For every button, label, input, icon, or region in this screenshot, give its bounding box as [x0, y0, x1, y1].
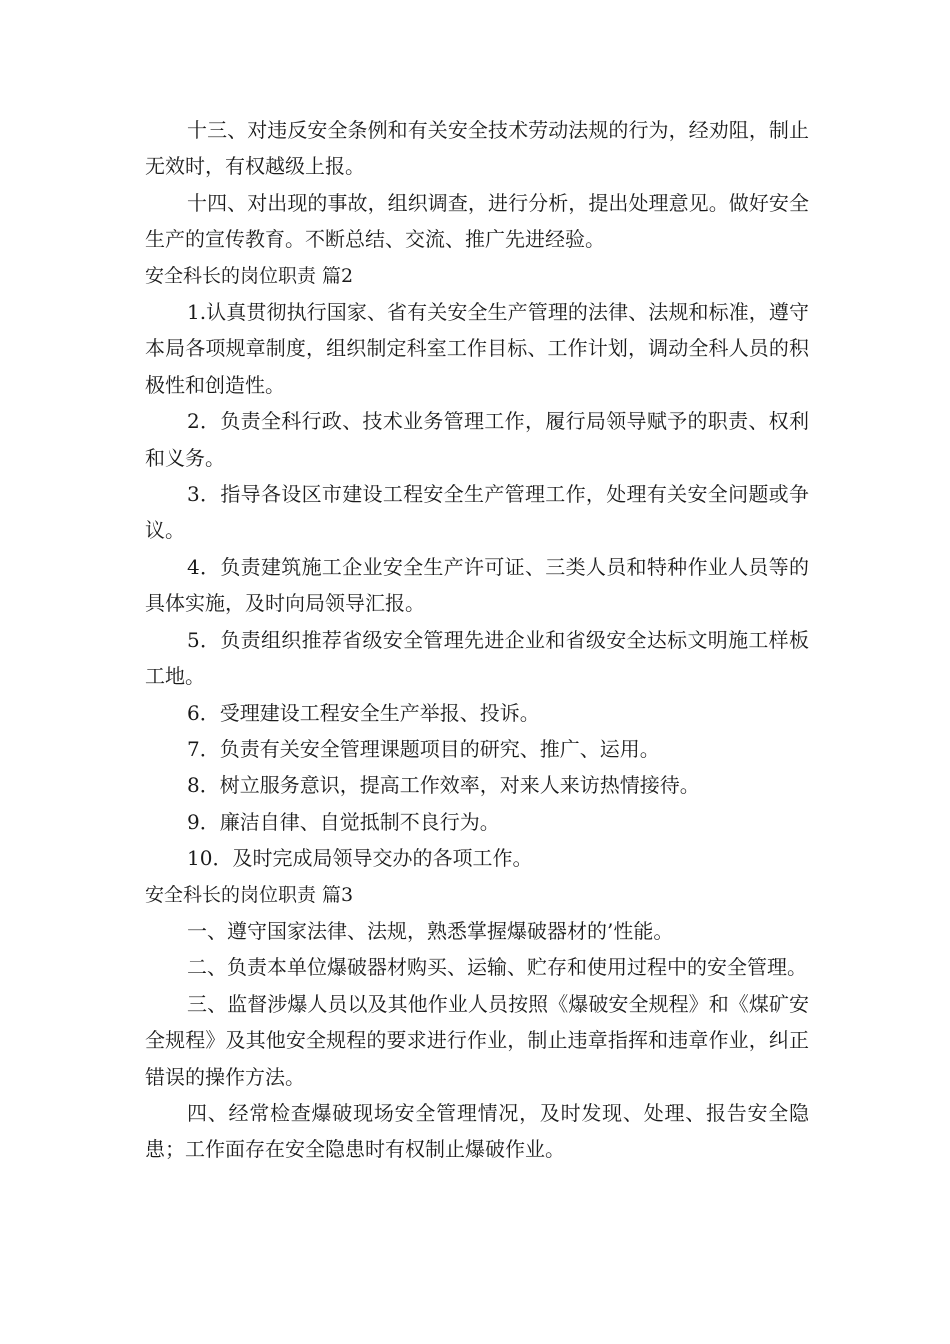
paragraph-4: 四、经常检查爆破现场安全管理情况，及时发现、处理、报告安全隐患；工作面存在安全隐患时有权制止爆破作业。 — [145, 1100, 809, 1162]
paragraph-2: 二、负责本单位爆破器材购买、运输、贮存和使用过程中的安全管理。 — [187, 955, 807, 980]
list-item-2: 2．负责全科行政、技术业务管理工作，履行局领导赋予的职责、权利和义务。 — [145, 409, 809, 470]
list-item-10: 10．及时完成局领导交办的各项工作。 — [187, 846, 533, 871]
paragraph-3: 三、监督涉爆人员以及其他作业人员按照《爆破安全规程》和《煤矿安全规程》及其他安全规程的要求进行作业，制止违章指挥和违章作业，纠正错误的操作方法。 — [145, 991, 809, 1089]
document-page — [145, 112, 809, 1168]
list-item-3: 3．指导各设区市建设工程安全生产管理工作，处理有关安全问题或争议。 — [145, 482, 809, 543]
paragraph-14: 十四、对出现的事故，组织调查，进行分析，提出处理意见。做好安全生产的宣传教育。不断总结、交流、推广先进经验。 — [145, 190, 809, 252]
paragraph-13: 十三、对违反安全条例和有关安全技术劳动法规的行为，经劝阻，制止无效时，有权越级上报。 — [145, 118, 809, 179]
list-item-9: 9．廉洁自律、自觉抵制不良行为。 — [187, 809, 500, 834]
list-item-8: 8．树立服务意识，提高工作效率，对来人来访热情接待。 — [187, 773, 700, 798]
section-heading-3: 安全科长的岗位职责 篇3 — [145, 883, 354, 906]
paragraph-1: 一、遵守国家法律、法规，熟悉掌握爆破器材的’性能。 — [187, 918, 674, 943]
list-item-7: 7．负责有关安全管理课题项目的研究、推广、运用。 — [187, 736, 660, 761]
list-item-6: 6．受理建设工程安全生产举报、投诉。 — [187, 700, 540, 725]
list-item-5: 5．负责组织推荐省级安全管理先进企业和省级安全达标文明施工样板工地。 — [145, 627, 809, 689]
list-item-4: 4．负责建筑施工企业安全生产许可证、三类人员和特种作业人员等的具体实施，及时向局领导汇报。 — [145, 554, 809, 616]
section-heading-2: 安全科长的岗位职责 篇2 — [145, 264, 354, 287]
list-item-1: 1.认真贯彻执行国家、省有关安全生产管理的法律、法规和标准，遵守本局各项规章制度，组织制定科室工作目标、工作计划，调动全科人员的积极性和创造性。 — [145, 300, 809, 397]
